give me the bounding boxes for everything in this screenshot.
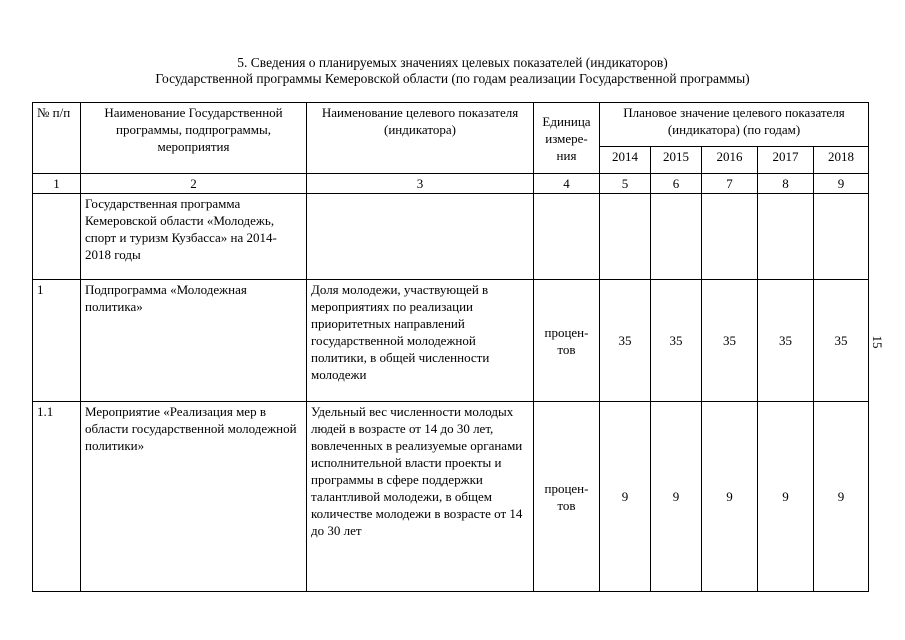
document-title-line1: 5. Сведения о планируемых значениях целевых показателей (индикаторов) (237, 55, 668, 70)
row-value-2015: 35 (651, 280, 702, 402)
row-value-2017 (758, 194, 814, 280)
col-number: 4 (534, 174, 600, 194)
header-plan: Плановое значение целевого показателя (индикатора) (по годам) (600, 103, 869, 147)
header-year-2018: 2018 (814, 147, 869, 174)
col-number: 3 (307, 174, 534, 194)
header-name: Наименование Государственной программы, подпрограммы, мероприятия (81, 103, 307, 174)
row-value-2015 (651, 194, 702, 280)
row-value-2014 (600, 194, 651, 280)
row-unit (534, 194, 600, 280)
row-name: Подпрограмма «Молодежная политика» (81, 280, 307, 402)
row-indicator (307, 194, 534, 280)
indicators-table (32, 102, 869, 592)
row-value-2017: 9 (758, 402, 814, 592)
row-value-2018 (814, 194, 869, 280)
row-value-2014: 9 (600, 402, 651, 592)
header-year-2015: 2015 (651, 147, 702, 174)
row-value-2016: 9 (702, 402, 758, 592)
row-value-2016: 35 (702, 280, 758, 402)
row-name: Государственная программа Кемеровской области «Молодежь, спорт и туризм Кузбасса» на 2014-2018 годы (81, 194, 307, 280)
column-numbers-row (33, 174, 869, 194)
col-number: 2 (81, 174, 307, 194)
row-value-2014: 35 (600, 280, 651, 402)
col-number: 5 (600, 174, 651, 194)
row-num: 1.1 (33, 402, 81, 592)
table-row (33, 402, 869, 592)
row-value-2017: 35 (758, 280, 814, 402)
table-row (33, 280, 869, 402)
row-indicator: Доля молодежи, участвующей в мероприятиях по реализации приоритетных направлений государственной молодежной политики, в общей численности молодежи (307, 280, 534, 402)
header-year-2017: 2017 (758, 147, 814, 174)
row-unit: процен-тов (534, 280, 600, 402)
table-row (33, 194, 869, 280)
header-unit: Единица измере-ния (534, 103, 600, 174)
col-number: 9 (814, 174, 869, 194)
col-number: 7 (702, 174, 758, 194)
header-year-2014: 2014 (600, 147, 651, 174)
row-value-2018: 35 (814, 280, 869, 402)
header-row-1 (33, 103, 869, 147)
header-num: № п/п (33, 103, 81, 174)
row-name: Мероприятие «Реализация мер в области государственной молодежной политики» (81, 402, 307, 592)
header-indicator: Наименование целевого показателя (индикатора) (307, 103, 534, 174)
col-number: 6 (651, 174, 702, 194)
row-value-2016 (702, 194, 758, 280)
row-value-2015: 9 (651, 402, 702, 592)
row-num (33, 194, 81, 280)
page-number: 15 (870, 335, 885, 349)
col-number: 8 (758, 174, 814, 194)
col-number: 1 (33, 174, 81, 194)
row-value-2018: 9 (814, 402, 869, 592)
row-unit: процен-тов (534, 402, 600, 592)
document-title-line2: Государственной программы Кемеровской области (по годам реализации Государственной программы) (155, 71, 750, 86)
header-year-2016: 2016 (702, 147, 758, 174)
row-indicator: Удельный вес численности молодых людей в возрасте от 14 до 30 лет, вовлеченных в реализуемые органами исполнительной власти проекты и программы в сфере поддержки талантливой молодежи, в общем количестве молодежи в возрасте от 14 до 30 лет (307, 402, 534, 592)
row-num: 1 (33, 280, 81, 402)
